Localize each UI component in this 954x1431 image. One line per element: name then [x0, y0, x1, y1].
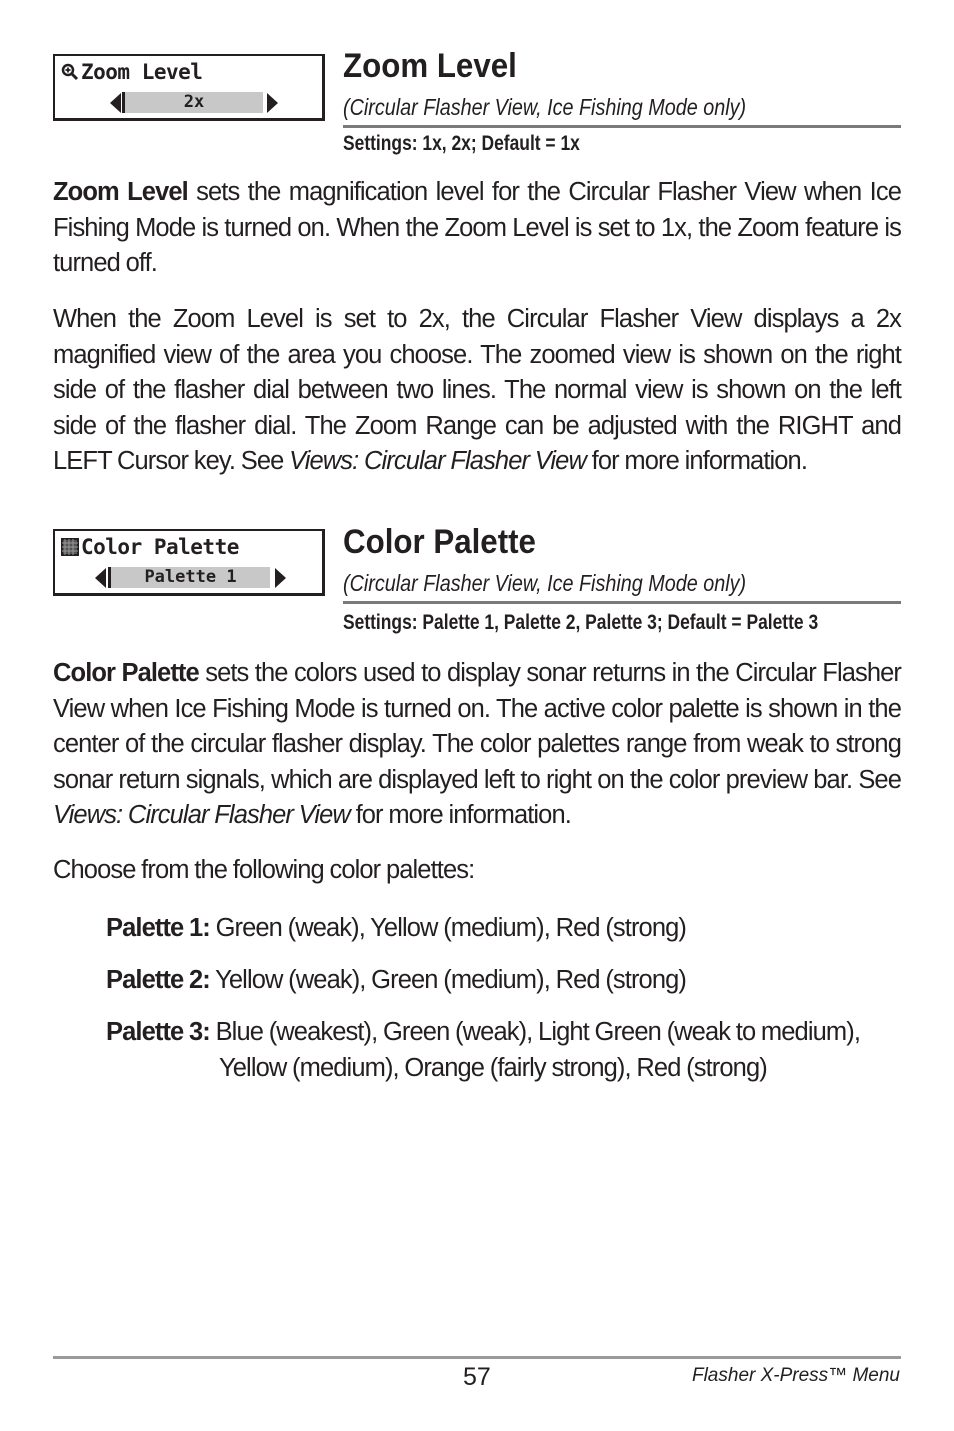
zoom-level-menu-widget [53, 54, 325, 121]
zoom-level-description: Zoom Level sets the magnification level for the Circular Flasher View when Ice Fishing Mode is turned on. When the Zoom Level is set to 1x, the Zoom feature is turned off. [53, 178, 901, 277]
footer-rule [53, 1356, 901, 1359]
color-palette-subheading: (Circular Flasher View, Ice Fishing Mode only) [343, 570, 747, 596]
increase-arrow-icon [267, 93, 278, 113]
increase-arrow-icon [275, 568, 286, 588]
color-palette-settings: Settings: Palette 1, Palette 2, Palette 3; Default = Palette 3 [343, 611, 819, 634]
palette-square-icon [61, 537, 79, 561]
palette-1-item: Palette 1: Green (weak), Yellow (medium), Red (strong) [106, 914, 686, 942]
zoom-level-value-row [55, 90, 322, 116]
decrease-arrow-icon [95, 568, 106, 588]
color-palette-description: Color Palette sets the colors used to display sonar returns in the Circular Flasher View when Ice Fishing Mode is turned on. The active color palette is shown in the center of the circular flasher display. The color palettes range from weak to strong sonar return signals, which are displayed left to right on the color preview bar. See Views: Circular Flasher View for more information. [53, 659, 901, 829]
page-number: 57 [463, 1363, 491, 1391]
decrease-arrow-icon [110, 93, 121, 113]
zoom-level-menu-title: Zoom Level [61, 60, 202, 86]
zoom-magnifier-icon [61, 62, 79, 86]
color-palette-menu-widget [53, 529, 325, 596]
color-palette-heading-rule [343, 601, 901, 604]
zoom-level-settings: Settings: 1x, 2x; Default = 1x [343, 132, 580, 155]
palette-list-intro: Choose from the following color palettes: [53, 856, 475, 884]
zoom-level-details: When the Zoom Level is set to 2x, the Circular Flasher View displays a 2x magnified view of the area you choose. The zoomed view is shown on the right side of the flasher dial between two lines. The normal view is shown on the left side of the flasher dial. The Zoom Range can be adjusted with the RIGHT and LEFT Cursor key. See Views: Circular Flasher View for more information. [53, 305, 901, 475]
zoom-level-value: 2x [122, 92, 263, 113]
color-palette-value-row [55, 565, 322, 591]
cross-reference-link: Views: Circular Flasher View [289, 447, 586, 475]
footer-section-title: Flasher X-Press™ Menu [691, 1365, 900, 1386]
palette-2-item: Palette 2: Yellow (weak), Green (medium), Red (strong) [106, 966, 686, 994]
cross-reference-link: Views: Circular Flasher View [53, 801, 350, 829]
zoom-level-subheading: (Circular Flasher View, Ice Fishing Mode only) [343, 94, 747, 120]
color-palette-menu-title: Color Palette [61, 535, 239, 561]
color-palette-heading: Color Palette [343, 523, 536, 561]
zoom-level-heading-rule [343, 125, 901, 128]
color-palette-value: Palette 1 [108, 567, 270, 588]
palette-3-item: Palette 3: Blue (weakest), Green (weak), Light Green (weak to medium), [106, 1018, 861, 1046]
zoom-level-heading: Zoom Level [343, 47, 517, 85]
palette-3-item-continued: Yellow (medium), Orange (fairly strong), Red (strong) [219, 1054, 767, 1082]
